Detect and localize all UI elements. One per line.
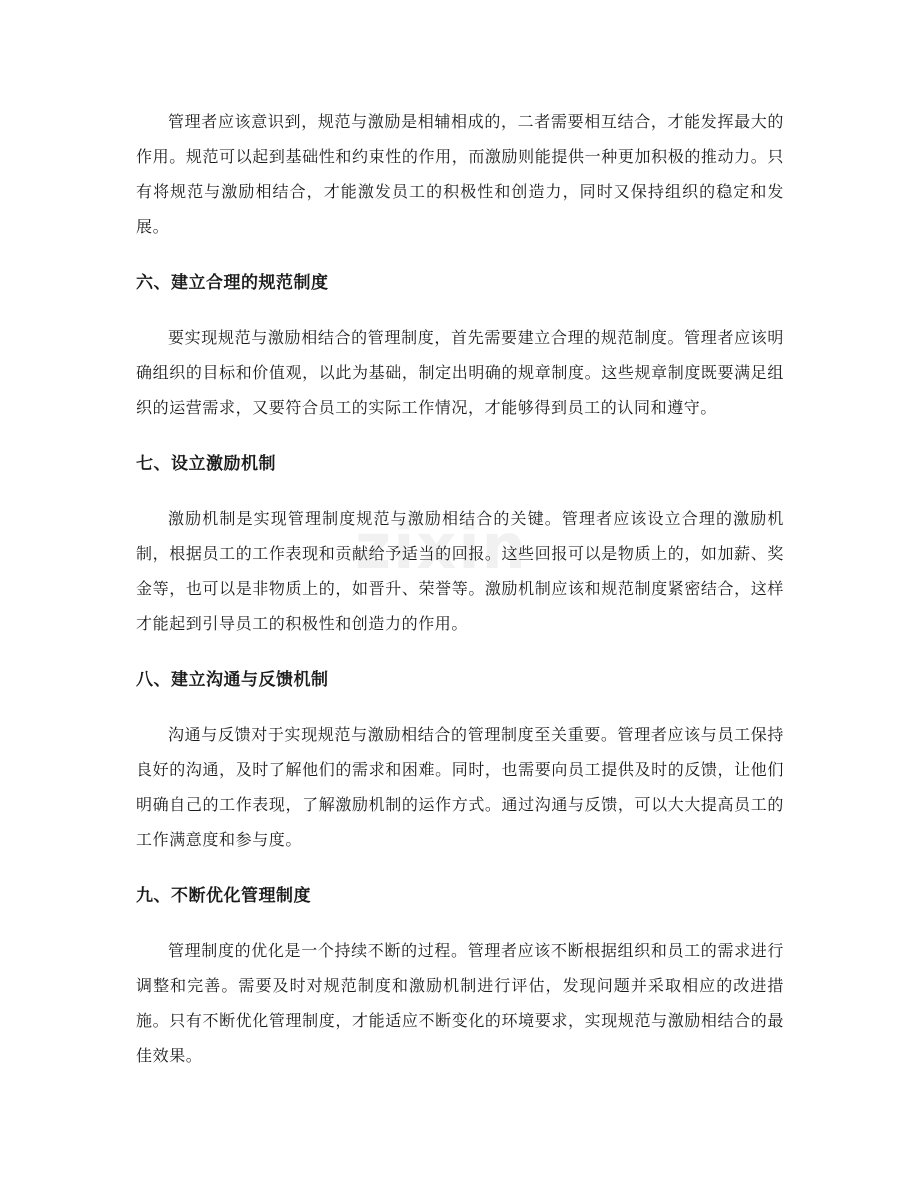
section-body-6: 要实现规范与激励相结合的管理制度，首先需要建立合理的规范制度。管理者应该明确组织的目标和价值观，以此为基础，制定出明确的规章制度。这些规章制度既要满足组织的运营需求，又要符合员工的实际工作情况，才能够得到员工的认同和遵守。 bbox=[136, 328, 784, 417]
section-heading-6: 六、建立合理的规范制度 bbox=[136, 273, 329, 293]
section-heading-8: 八、建立沟通与反馈机制 bbox=[136, 670, 329, 690]
section-body-8: 沟通与反馈对于实现规范与激励相结合的管理制度至关重要。管理者应该与员工保持良好的沟通，及时了解他们的需求和困难。同时，也需要向员工提供及时的反馈，让他们明确自己的工作表现，了解激励机制的运作方式。通过沟通与反馈，可以大大提高员工的工作满意度和参与度。 bbox=[136, 725, 784, 849]
section-heading-7: 七、设立激励机制 bbox=[136, 454, 276, 474]
watermark: zixin bbox=[355, 510, 528, 583]
section-body-7: 激励机制是实现管理制度规范与激励相结合的关键。管理者应该设立合理的激励机制，根据员工的工作表现和贡献给予适当的回报。这些回报可以是物质上的，如加薪、奖金等，也可以是非物质上的，如晋升、荣誉等。激励机制应该和规范制度紧密结合，这样才能起到引导员工的积极性和创造力的作用。 bbox=[136, 509, 784, 633]
section-body-9: 管理制度的优化是一个持续不断的过程。管理者应该不断根据组织和员工的需求进行调整和完善。需要及时对规范制度和激励机制进行评估，发现问题并采取相应的改进措施。只有不断优化管理制度，才能适应不断变化的环境要求，实现规范与激励相结合的最佳效果。 bbox=[136, 941, 784, 1065]
document-body bbox=[136, 104, 784, 1073]
intro-paragraph: 管理者应该意识到，规范与激励是相辅相成的，二者需要相互结合，才能发挥最大的作用。规范可以起到基础性和约束性的作用，而激励则能提供一种更加积极的推动力。只有将规范与激励相结合，才能激发员工的积极性和创造力，同时又保持组织的稳定和发展。 bbox=[136, 112, 784, 236]
section-heading-9: 九、不断优化管理制度 bbox=[136, 886, 311, 906]
